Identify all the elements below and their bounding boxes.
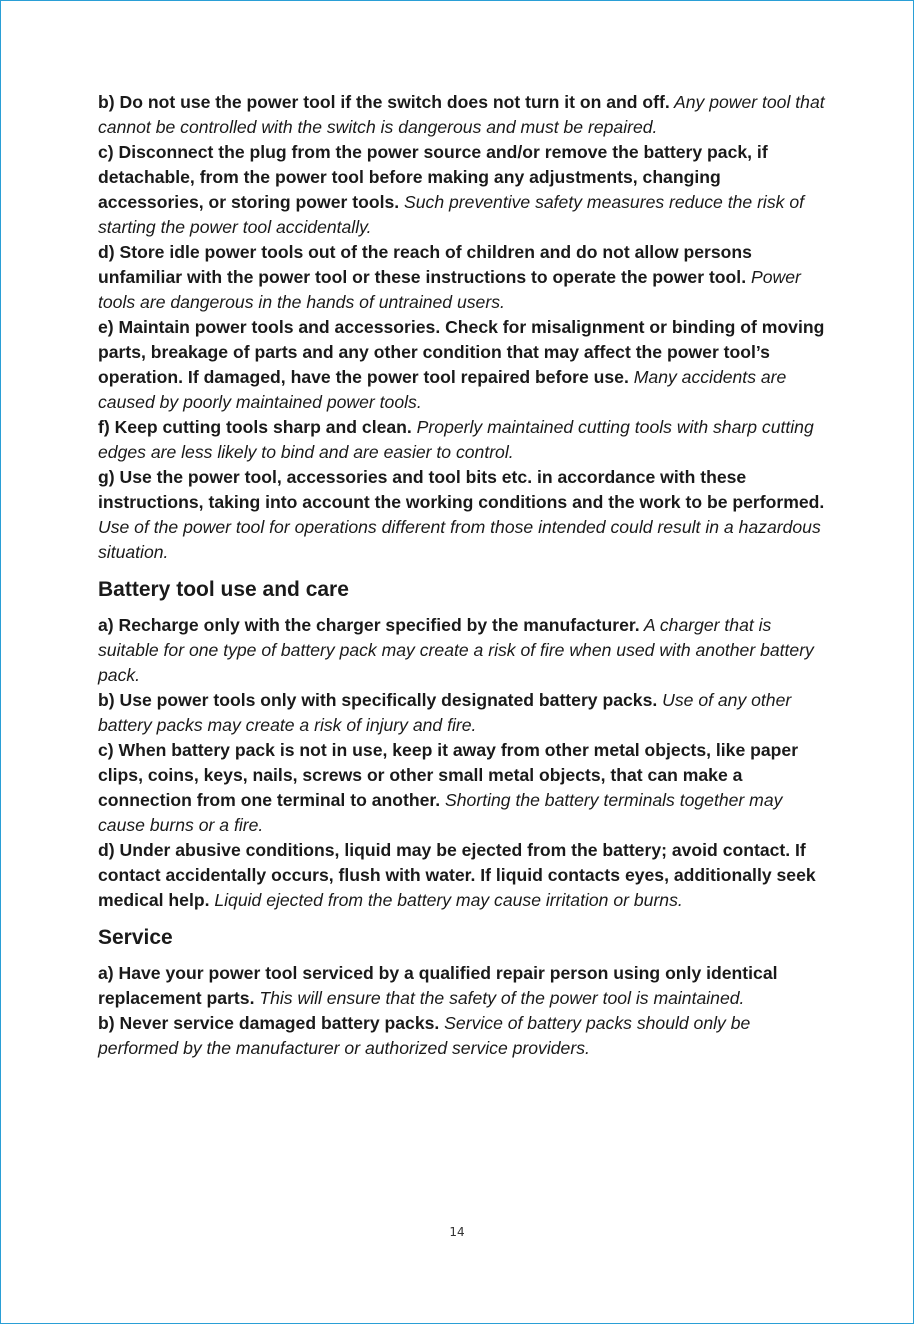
instruction-explanation: Service of battery packs should only be performed by the manufacturer or authorized service providers. <box>98 1013 751 1058</box>
instruction-explanation: Such preventive safety measures reduce the risk of starting the power tool accidentally. <box>98 192 804 237</box>
instruction-explanation: Properly maintained cutting tools with sharp cutting edges are less likely to bind and are easier to control. <box>98 417 814 462</box>
instruction-explanation: Use of any other battery packs may create a risk of injury and fire. <box>98 690 792 735</box>
instruction-tool-f <box>98 415 826 465</box>
instruction-bold: b) Do not use the power tool if the switch does not turn it on and off. <box>98 92 670 112</box>
instruction-bold: e) Maintain power tools and accessories. Check for misalignment or binding of moving parts, breakage of parts and any other condition that may affect the power tool’s operation. If damaged, have the power tool repaired before use. <box>98 317 825 387</box>
instruction-service-b <box>98 1011 826 1061</box>
instruction-explanation: A charger that is suitable for one type of battery pack may create a risk of fire when used with another battery pack. <box>98 615 814 685</box>
instruction-explanation: This will ensure that the safety of the power tool is maintained. <box>254 988 745 1008</box>
page-number: 14 <box>449 1225 465 1239</box>
instruction-tool-d <box>98 240 826 315</box>
instruction-explanation: Power tools are dangerous in the hands of untrained users. <box>98 267 801 312</box>
instruction-bold: d) Under abusive conditions, liquid may be ejected from the battery; avoid contact. If contact accidentally occurs, flush with water. If liquid contacts eyes, additionally seek medical help. <box>98 840 816 910</box>
instruction-tool-e <box>98 315 826 415</box>
instruction-bold: d) Store idle power tools out of the reach of children and do not allow persons unfamiliar with the power tool or these instructions to operate the power tool. <box>98 242 752 287</box>
instruction-explanation: Liquid ejected from the battery may cause irritation or burns. <box>209 890 683 910</box>
instruction-explanation: Use of the power tool for operations different from those intended could result in a hazardous situation. <box>98 517 821 562</box>
instruction-battery-b <box>98 688 826 738</box>
instruction-bold: c) Disconnect the plug from the power source and/or remove the battery pack, if detachable, from the power tool before making any adjustments, changing accessories, or storing power tools. <box>98 142 768 212</box>
instruction-bold: g) Use the power tool, accessories and tool bits etc. in accordance with these instructions, taking into account the working conditions and the work to be performed. <box>98 467 825 512</box>
instruction-bold: f) Keep cutting tools sharp and clean. <box>98 417 412 437</box>
instruction-explanation: Shorting the battery terminals together may cause burns or a fire. <box>98 790 783 835</box>
instruction-bold: a) Have your power tool serviced by a qualified repair person using only identical replacement parts. <box>98 963 778 1008</box>
instruction-battery-a <box>98 613 826 688</box>
section-heading-service: Service <box>98 926 173 949</box>
instruction-explanation: Any power tool that cannot be controlled with the switch is dangerous and must be repaired. <box>98 92 825 137</box>
instruction-bold: b) Never service damaged battery packs. <box>98 1013 440 1033</box>
instruction-bold: b) Use power tools only with specifically designated battery packs. <box>98 690 658 710</box>
instruction-tool-b <box>98 90 826 140</box>
instruction-battery-c <box>98 738 826 838</box>
instruction-service-a <box>98 961 826 1011</box>
instruction-tool-c <box>98 140 826 240</box>
instruction-tool-g <box>98 465 826 565</box>
section-heading-battery: Battery tool use and care <box>98 578 349 601</box>
instruction-bold: c) When battery pack is not in use, keep it away from other metal objects, like paper clips, coins, keys, nails, screws or other small metal objects, that can make a connection from one terminal to another. <box>98 740 799 810</box>
instruction-explanation: Many accidents are caused by poorly maintained power tools. <box>98 367 787 412</box>
instruction-bold: a) Recharge only with the charger specified by the manufacturer. <box>98 615 640 635</box>
page-content <box>98 90 826 1061</box>
instruction-battery-d <box>98 838 826 913</box>
